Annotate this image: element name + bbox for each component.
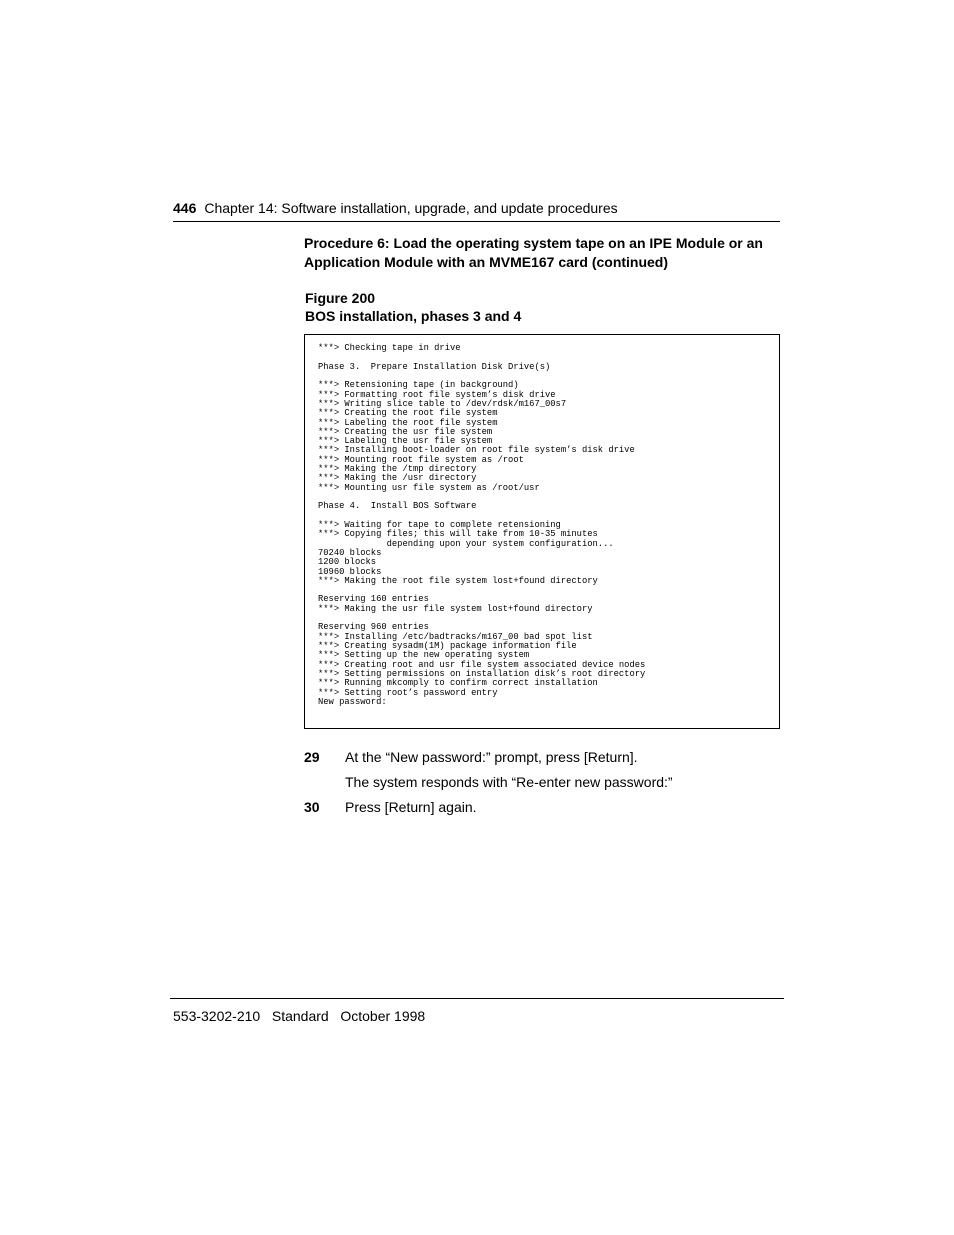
chapter-title: Chapter 14: Software installation, upgrade, and update procedures bbox=[204, 200, 618, 216]
step-text: At the “New password:” prompt, press [Return]. bbox=[345, 749, 638, 765]
step-number: 30 bbox=[304, 799, 320, 815]
terminal-output-text: ***> Checking tape in drive Phase 3. Prepare Installation Disk Drive(s) ***> Retensioning tape (in background) ***> Formatting root file system’s disk drive ***> Writing slice table to /dev/rdsk/m167_00s7 ***> Creating the root file system ***> Labeling the root file system ***> Creating the usr file system ***> Labeling the usr file system ***> Installing boot-loader on root file system’s disk drive ***> Mounting root file system as /root ***> Making the /tmp directory ***> Making the /usr directory ***> Mounting usr file system as /root/usr Phase 4. Install BOS Software ***> Waiting for tape to complete retensioning ***> Copying files; this will take from 10-35 minutes depending upon your system configuration... 70240 blocks 1200 blocks 10960 blocks ***> Making the root file system lost+found directory Reserving 160 entries ***> Making the usr file system lost+found directory Reserving 960 entries ***> Installing /etc/badtracks/m167_00 bad spot list ***> Creating sysadm(1M) package information file ***> Setting up the new operating system ***> Creating root and usr file system associated device nodes ***> Setting permissions on installation disk’s root directory ***> Running mkcomply to confirm correct installation ***> Setting root’s password entry New password: bbox=[318, 343, 646, 707]
page-footer bbox=[173, 1007, 425, 1025]
step-number: 29 bbox=[304, 749, 320, 765]
document-number: 553-3202-210 bbox=[173, 1008, 261, 1024]
figure-caption: BOS installation, phases 3 and 4 bbox=[305, 308, 522, 324]
document-date: October 1998 bbox=[340, 1008, 426, 1024]
procedure-title: Procedure 6: Load the operating system tape on an IPE Module or an Application Module with an MVME167 card (continued) bbox=[304, 235, 763, 270]
footer-rule bbox=[170, 998, 784, 999]
step-text: Press [Return] again. bbox=[345, 799, 477, 815]
page-number: 446 bbox=[173, 200, 197, 216]
document-status: Standard bbox=[271, 1008, 329, 1024]
figure-number: Figure 200 bbox=[305, 290, 376, 306]
page-header bbox=[173, 199, 780, 222]
step-29-note: The system responds with “Re-enter new password:” bbox=[345, 774, 673, 790]
figure-label bbox=[305, 289, 780, 325]
terminal-output-box bbox=[304, 334, 780, 729]
